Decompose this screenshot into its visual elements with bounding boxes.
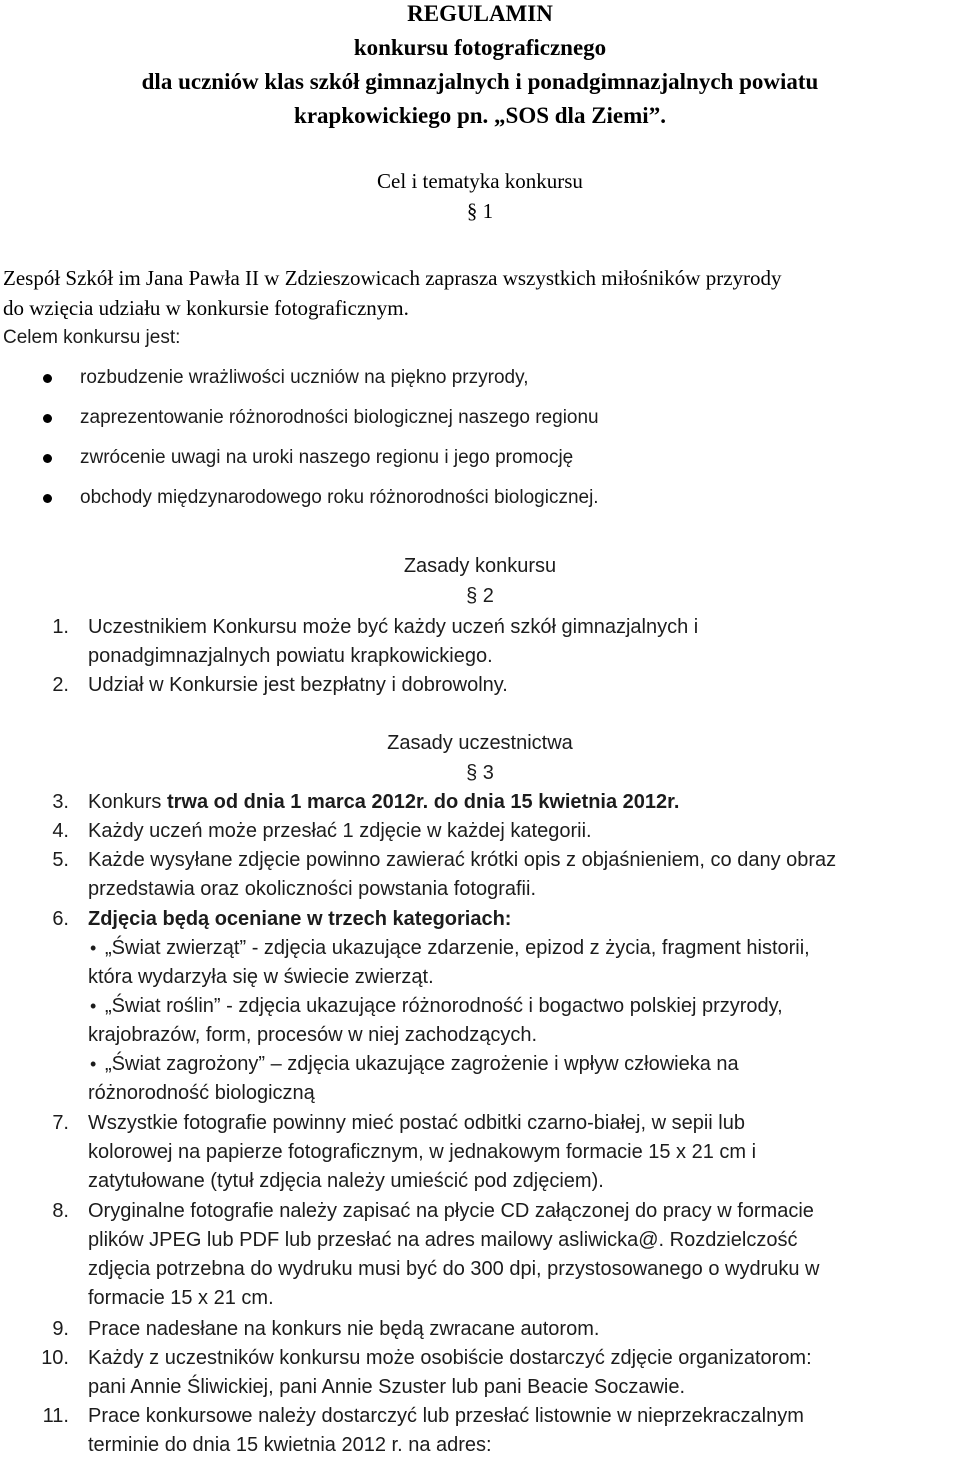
title-line-4: krapkowickiego pn. „SOS dla Ziemi”.	[294, 103, 666, 128]
bullet-icon: •	[90, 1054, 97, 1074]
bullet-icon	[43, 494, 52, 503]
rule-line: pani Annie Śliwickiej, pani Annie Szuster lub pani Beacie Soczawie.	[88, 1376, 686, 1398]
goal-item: zaprezentowanie różnorodności biologicznej naszego regionu	[80, 407, 599, 428]
title-line-3: dla uczniów klas szkół gimnazjalnych i ponadgimnazjalnych powiatu	[141, 69, 819, 94]
rule-line: zatytułowane (tytuł zdjęcia należy umieścić pod zdjęciem).	[88, 1170, 604, 1192]
section-3-paragraph: § 3	[466, 762, 494, 784]
rule-line: Każdy z uczestników konkursu może osobiście dostarczyć zdjęcie organizatorom:	[88, 1347, 812, 1369]
rule-line: Udział w Konkursie jest bezpłatny i dobrowolny.	[88, 674, 508, 696]
list-number: 2.	[52, 674, 69, 696]
category-line: „Świat zagrożony” – zdjęcia ukazujące zagrożenie i wpływ człowieka na	[105, 1053, 739, 1075]
list-number: 8.	[52, 1200, 69, 1222]
category-line: krajobrazów, form, procesów w niej zachodzących.	[88, 1024, 538, 1046]
rule-line: przedstawia oraz okoliczności powstania fotografii.	[88, 878, 536, 900]
rule-line: zdjęcia potrzebna do wydruku musi być do 300 dpi, przystosowanego o wydruku w	[88, 1258, 820, 1280]
category-line: różnorodność biologiczną	[88, 1082, 315, 1104]
goal-item: zwrócenie uwagi na uroki naszego regionu i jego promocję	[80, 447, 574, 468]
goal-item: rozbudzenie wrażliwości uczniów na piękno przyrody,	[80, 367, 529, 388]
rule-line: Każde wysyłane zdjęcie powinno zawierać krótki opis z objaśnieniem, co dany obraz	[88, 849, 837, 871]
rule-line: Każdy uczeń może przesłać 1 zdjęcie w każdej kategorii.	[88, 820, 592, 842]
rule-line: ponadgimnazjalnych powiatu krapkowickiego.	[88, 645, 493, 667]
list-number: 6.	[52, 908, 69, 930]
list-number: 10.	[41, 1347, 69, 1369]
title-line-1: REGULAMIN	[407, 1, 553, 26]
rule-line: plików JPEG lub PDF lub przesłać na adres mailowy asliwicka@. Rozdzielczość	[88, 1229, 798, 1251]
bullet-icon: •	[90, 996, 97, 1016]
rule-line: terminie do dnia 15 kwietnia 2012 r. na adres:	[88, 1434, 492, 1456]
section-1-heading: Cel i tematyka konkursu	[377, 169, 583, 193]
rule-line: Prace konkursowe należy dostarczyć lub przesłać listownie w nieprzekraczalnym	[88, 1405, 804, 1427]
category-line: „Świat zwierząt” - zdjęcia ukazujące zdarzenie, epizod z życia, fragment historii,	[105, 937, 810, 959]
section-2-paragraph: § 2	[466, 585, 494, 607]
list-number: 1.	[52, 616, 69, 638]
goal-item: obchody międzynarodowego roku różnorodności biologicznej.	[80, 487, 599, 508]
section-1-paragraph: § 1	[466, 199, 494, 223]
section-2-heading: Zasady konkursu	[403, 555, 557, 577]
categories-heading: Zdjęcia będą oceniane w trzech kategoriach:	[88, 908, 512, 930]
rule-line: Oryginalne fotografie należy zapisać na płycie CD załączonej do pracy w formacie	[88, 1200, 814, 1222]
list-number: 9.	[52, 1318, 69, 1340]
rule-line: Prace nadesłane na konkurs nie będą zwracane autorom.	[88, 1318, 600, 1340]
rule-line: kolorowej na papierze fotograficznym, w jednakowym formacie 15 x 21 cm i	[88, 1141, 757, 1163]
list-number: 7.	[52, 1112, 69, 1134]
section-3-heading: Zasady uczestnictwa	[387, 732, 573, 754]
bullet-icon	[43, 374, 52, 383]
list-number: 3.	[52, 791, 69, 813]
rule-line: Uczestnikiem Konkursu może być każdy uczeń szkół gimnazjalnych i	[88, 616, 699, 638]
bullet-icon	[43, 414, 52, 423]
item-3-prefix: Konkurs	[88, 791, 167, 813]
rule-line: Wszystkie fotografie powinny mieć postać odbitki czarno-białej, w sepii lub	[88, 1112, 745, 1134]
rule-line: formacie 15 x 21 cm.	[88, 1287, 274, 1309]
list-number: 4.	[52, 820, 69, 842]
category-line: „Świat roślin” - zdjęcia ukazujące różnorodność i bogactwo polskiej przyrody,	[105, 995, 783, 1017]
rule-line	[88, 792, 679, 812]
intro-line-2: do wzięcia udziału w konkursie fotograficznym.	[3, 296, 409, 320]
item-3-dates: trwa od dnia 1 marca 2012r. do dnia 15 kwietnia 2012r.	[166, 791, 680, 813]
goals-label: Celem konkursu jest:	[3, 327, 181, 348]
list-number: 5.	[52, 849, 69, 871]
intro-line-1: Zespół Szkół im Jana Pawła II w Zdzieszowicach zaprasza wszystkich miłośników przyrody	[3, 266, 782, 290]
list-number: 11.	[42, 1405, 69, 1427]
title-line-2: konkursu fotograficznego	[353, 35, 607, 60]
bullet-icon: •	[90, 938, 97, 958]
category-line: która wydarzyła się w świecie zwierząt.	[88, 966, 434, 988]
bullet-icon	[43, 454, 52, 463]
